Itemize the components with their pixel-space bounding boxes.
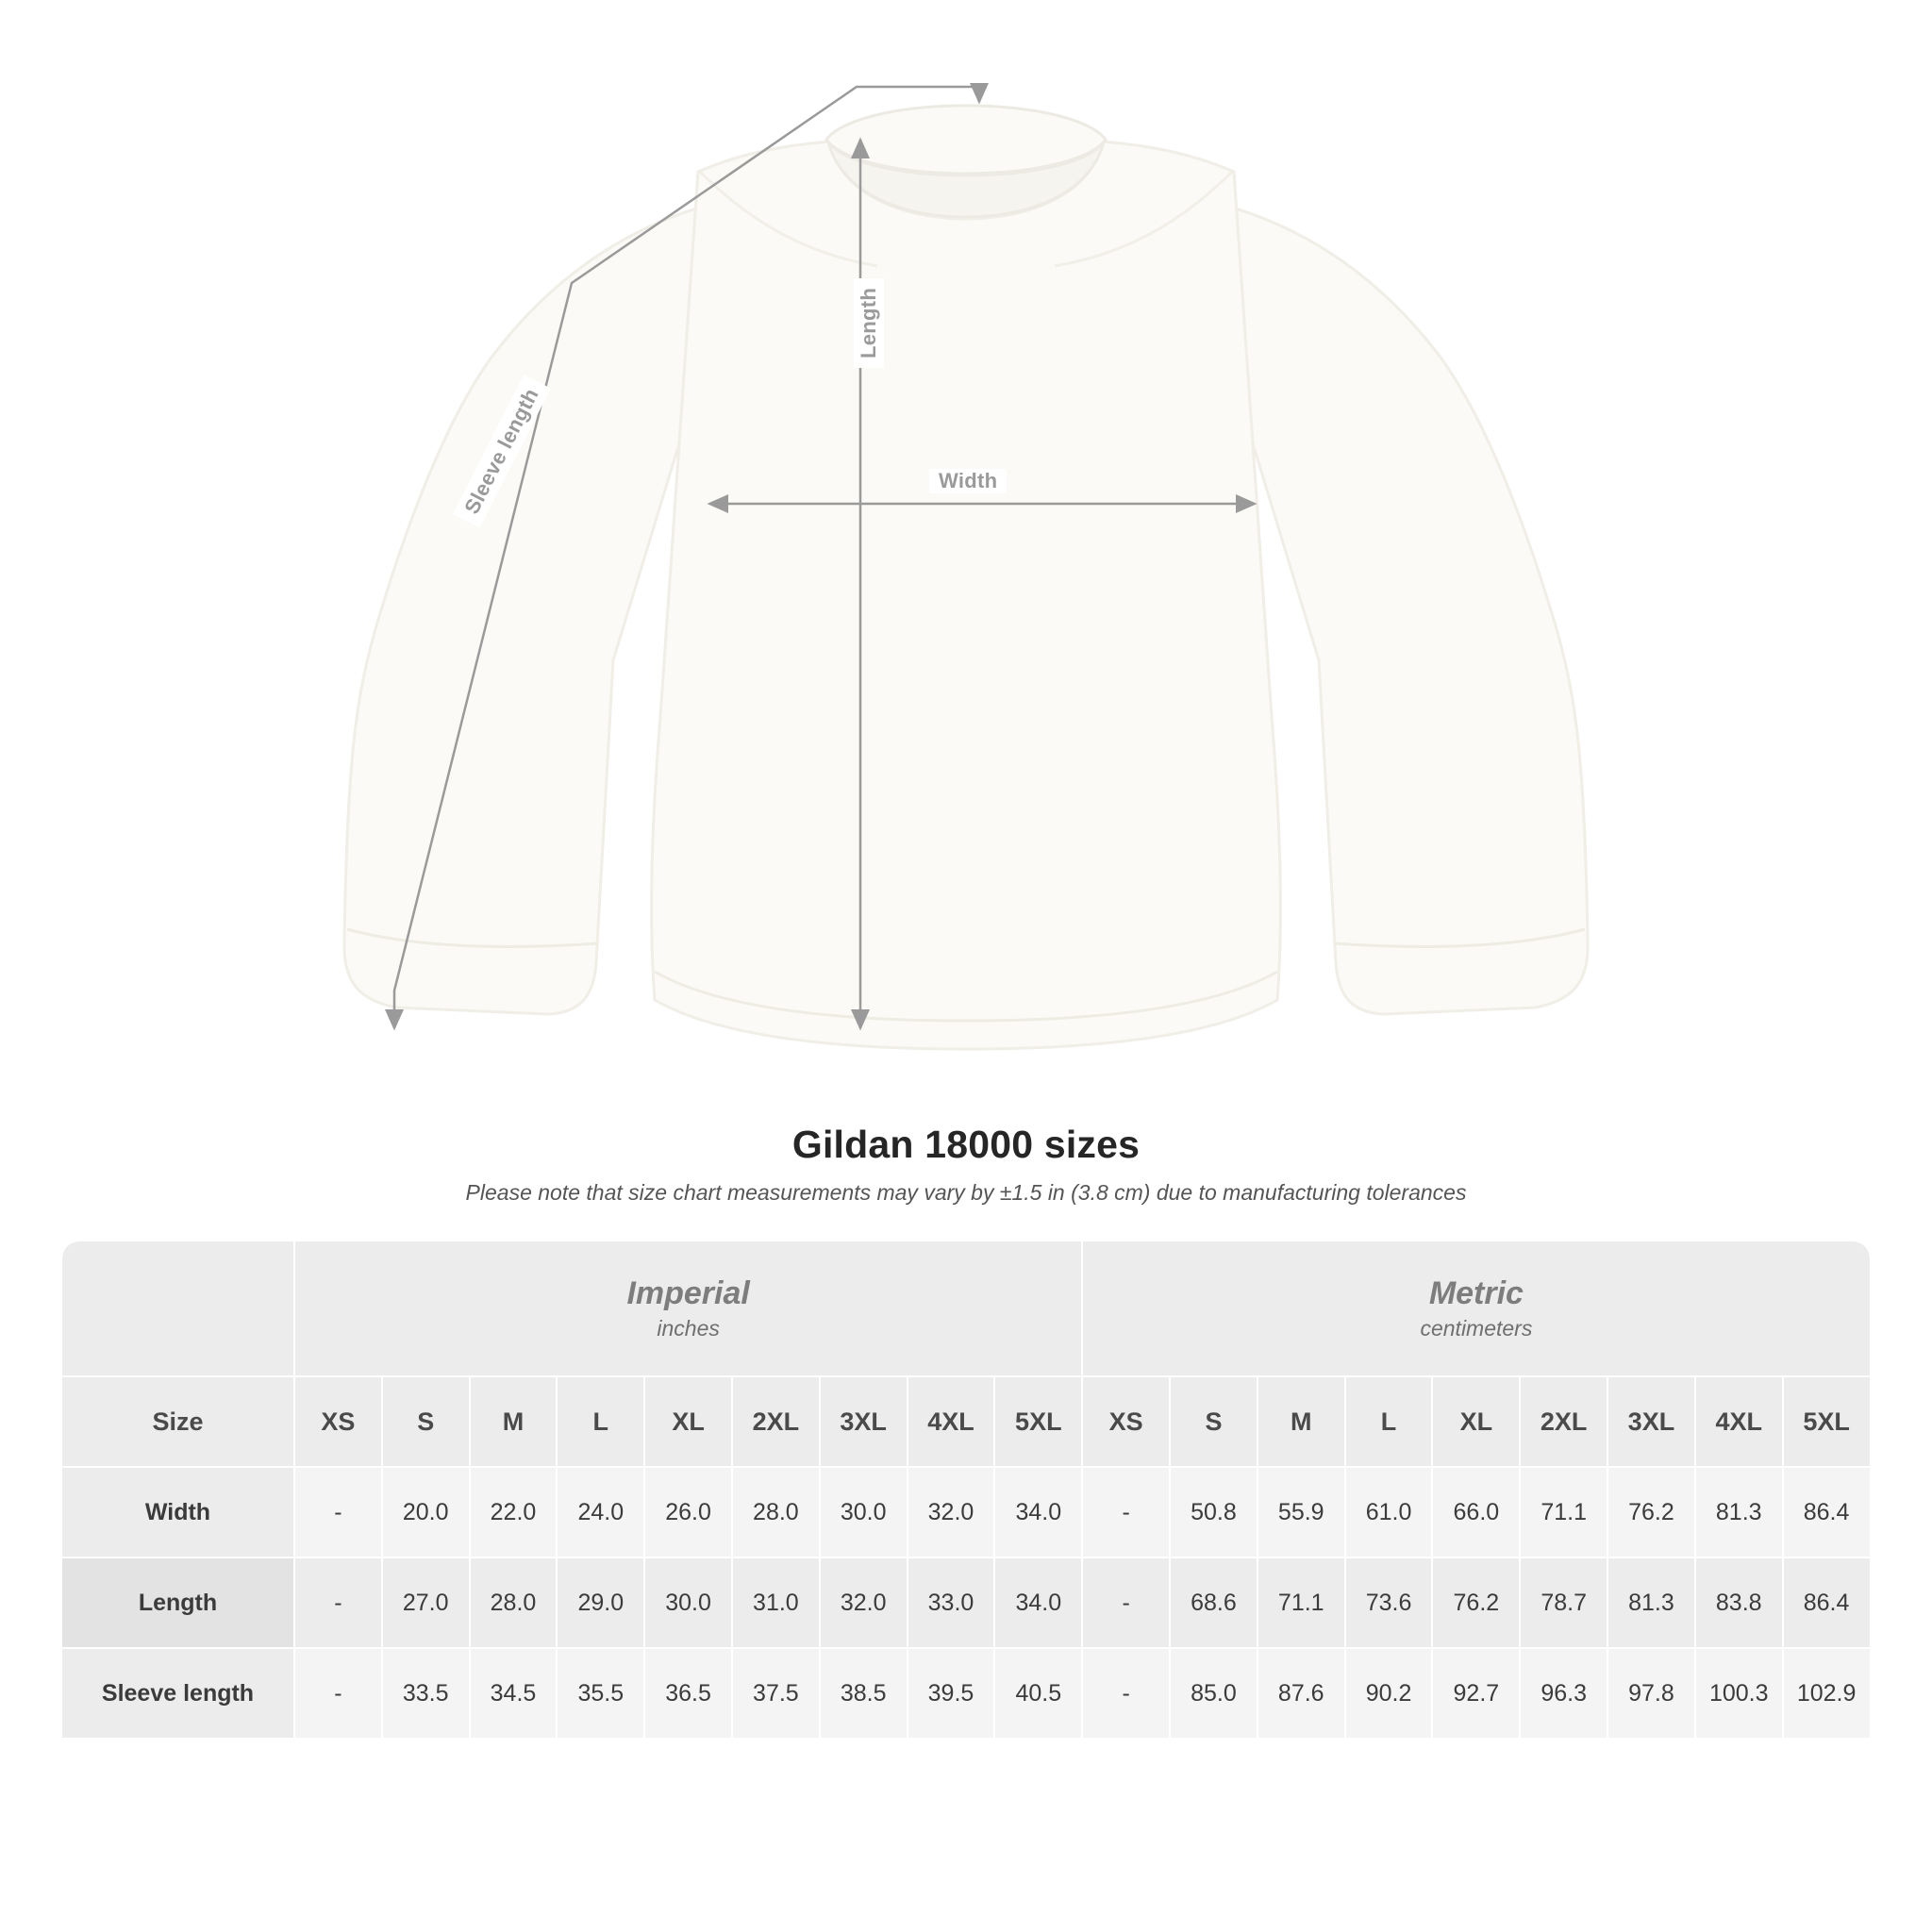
cell-sleeve-metric-m: 87.6 — [1257, 1648, 1345, 1739]
cell-width-metric-2xl: 71.1 — [1520, 1467, 1607, 1557]
cell-length-imperial-m: 28.0 — [470, 1557, 558, 1648]
size-header-metric-m: M — [1257, 1376, 1345, 1467]
cell-length-metric-s: 68.6 — [1170, 1557, 1257, 1648]
unit-group-row — [62, 1241, 1870, 1376]
size-header-imperial-5xl: 5XL — [994, 1376, 1082, 1467]
cell-length-metric-xs: - — [1082, 1557, 1170, 1648]
cell-width-imperial-5xl: 34.0 — [994, 1467, 1082, 1557]
size-header-imperial-2xl: 2XL — [732, 1376, 820, 1467]
cell-width-metric-l: 61.0 — [1345, 1467, 1433, 1557]
table-row — [62, 1557, 1870, 1648]
cell-width-imperial-l: 24.0 — [557, 1467, 644, 1557]
cell-width-imperial-m: 22.0 — [470, 1467, 558, 1557]
size-header-imperial-l: L — [557, 1376, 644, 1467]
cell-length-metric-4xl: 83.8 — [1695, 1557, 1783, 1648]
cell-width-metric-xl: 66.0 — [1432, 1467, 1520, 1557]
cell-width-imperial-2xl: 28.0 — [732, 1467, 820, 1557]
tolerance-note: Please note that size chart measurements may vary by ±1.5 in (3.8 cm) due to manufacturing tolerances — [465, 1180, 1467, 1205]
unit-group-imperial — [294, 1241, 1082, 1376]
cell-sleeve-metric-3xl: 97.8 — [1607, 1648, 1695, 1739]
cell-sleeve-imperial-s: 33.5 — [382, 1648, 470, 1739]
cell-width-imperial-xs: - — [294, 1467, 382, 1557]
size-table — [62, 1241, 1870, 1740]
size-header-metric-s: S — [1170, 1376, 1257, 1467]
size-header-metric-3xl: 3XL — [1607, 1376, 1695, 1467]
cell-length-imperial-3xl: 32.0 — [820, 1557, 908, 1648]
unit-group-metric-subtitle: centimeters — [1420, 1316, 1533, 1341]
row-label-width: Width — [62, 1467, 294, 1557]
cell-width-metric-3xl: 76.2 — [1607, 1467, 1695, 1557]
cell-length-imperial-2xl: 31.0 — [732, 1557, 820, 1648]
length-dimension-label: Length — [854, 278, 884, 368]
cell-sleeve-imperial-m: 34.5 — [470, 1648, 558, 1739]
sleeve-length-dimension-label: Sleeve length — [453, 375, 551, 527]
cell-sleeve-metric-5xl: 102.9 — [1783, 1648, 1870, 1739]
unit-group-metric-title: Metric — [1428, 1274, 1524, 1311]
page-title: Gildan 18000 sizes — [791, 1123, 1141, 1166]
cell-length-imperial-l: 29.0 — [557, 1557, 644, 1648]
cell-width-metric-s: 50.8 — [1170, 1467, 1257, 1557]
cell-width-metric-m: 55.9 — [1257, 1467, 1345, 1557]
cell-sleeve-metric-xs: - — [1082, 1648, 1170, 1739]
unit-group-imperial-subtitle: inches — [657, 1316, 720, 1341]
cell-width-imperial-xl: 26.0 — [644, 1467, 732, 1557]
cell-sleeve-metric-l: 90.2 — [1345, 1648, 1433, 1739]
width-dimension-label: Width — [929, 469, 1007, 493]
size-header-imperial-xl: XL — [644, 1376, 732, 1467]
cell-length-metric-l: 73.6 — [1345, 1557, 1433, 1648]
table-row — [62, 1467, 1870, 1557]
cell-sleeve-imperial-3xl: 38.5 — [820, 1648, 908, 1739]
cell-length-metric-5xl: 86.4 — [1783, 1557, 1870, 1648]
cell-length-imperial-xs: - — [294, 1557, 382, 1648]
size-header-imperial-s: S — [382, 1376, 470, 1467]
size-header-imperial-m: M — [470, 1376, 558, 1467]
cell-sleeve-metric-4xl: 100.3 — [1695, 1648, 1783, 1739]
cell-width-metric-4xl: 81.3 — [1695, 1467, 1783, 1557]
row-label-sleeve-length: Sleeve length — [62, 1648, 294, 1739]
table-corner-cell — [62, 1241, 294, 1376]
cell-sleeve-metric-2xl: 96.3 — [1520, 1648, 1607, 1739]
title-block — [0, 1123, 1932, 1206]
size-header-metric-l: L — [1345, 1376, 1433, 1467]
cell-sleeve-imperial-l: 35.5 — [557, 1648, 644, 1739]
cell-sleeve-metric-s: 85.0 — [1170, 1648, 1257, 1739]
cell-length-metric-2xl: 78.7 — [1520, 1557, 1607, 1648]
size-header-label: Size — [62, 1376, 294, 1467]
size-header-imperial-xs: XS — [294, 1376, 382, 1467]
cell-width-imperial-4xl: 32.0 — [908, 1467, 995, 1557]
cell-length-metric-xl: 76.2 — [1432, 1557, 1520, 1648]
cell-width-metric-5xl: 86.4 — [1783, 1467, 1870, 1557]
cell-sleeve-imperial-4xl: 39.5 — [908, 1648, 995, 1739]
cell-sleeve-imperial-2xl: 37.5 — [732, 1648, 820, 1739]
cell-width-imperial-3xl: 30.0 — [820, 1467, 908, 1557]
cell-width-imperial-s: 20.0 — [382, 1467, 470, 1557]
cell-width-metric-xs: - — [1082, 1467, 1170, 1557]
size-header-imperial-4xl: 4XL — [908, 1376, 995, 1467]
size-header-metric-5xl: 5XL — [1783, 1376, 1870, 1467]
size-header-metric-4xl: 4XL — [1695, 1376, 1783, 1467]
size-header-imperial-3xl: 3XL — [820, 1376, 908, 1467]
size-header-metric-xl: XL — [1432, 1376, 1520, 1467]
cell-length-imperial-4xl: 33.0 — [908, 1557, 995, 1648]
size-header-metric-xs: XS — [1082, 1376, 1170, 1467]
unit-group-imperial-title: Imperial — [626, 1274, 750, 1311]
cell-length-imperial-s: 27.0 — [382, 1557, 470, 1648]
cell-length-imperial-5xl: 34.0 — [994, 1557, 1082, 1648]
sweatshirt-shape — [344, 106, 1588, 1049]
cell-length-metric-m: 71.1 — [1257, 1557, 1345, 1648]
size-header-row — [62, 1376, 1870, 1467]
cell-length-metric-3xl: 81.3 — [1607, 1557, 1695, 1648]
unit-group-metric — [1082, 1241, 1870, 1376]
size-table-wrapper — [62, 1241, 1870, 1740]
size-header-metric-2xl: 2XL — [1520, 1376, 1607, 1467]
cell-sleeve-imperial-5xl: 40.5 — [994, 1648, 1082, 1739]
cell-sleeve-metric-xl: 92.7 — [1432, 1648, 1520, 1739]
cell-sleeve-imperial-xl: 36.5 — [644, 1648, 732, 1739]
cell-length-imperial-xl: 30.0 — [644, 1557, 732, 1648]
cell-sleeve-imperial-xs: - — [294, 1648, 382, 1739]
table-row — [62, 1648, 1870, 1739]
row-label-length: Length — [62, 1557, 294, 1648]
